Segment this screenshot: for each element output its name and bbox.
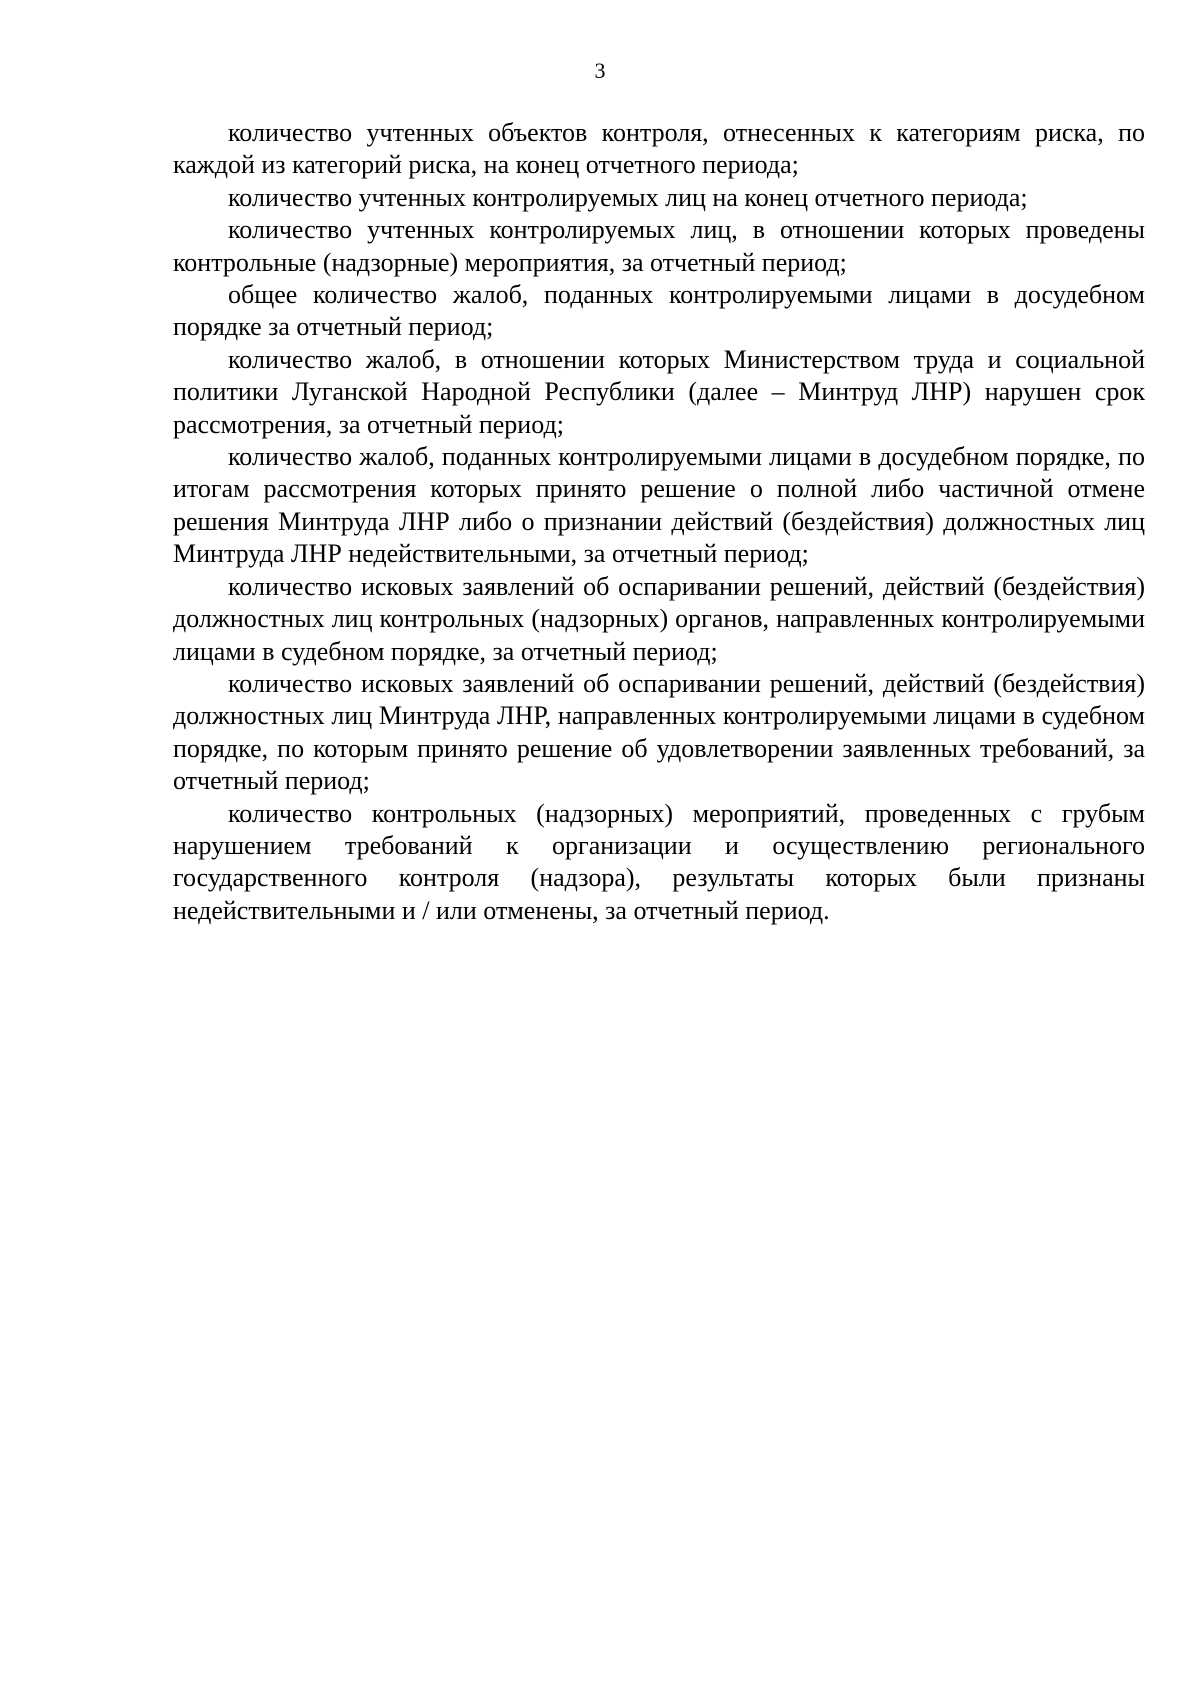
document-body — [173, 117, 1145, 927]
paragraph-8: количество исковых заявлений об оспаривании решений, действий (бездействия) должностных лиц Минтруда ЛНР, направленных контролируемыми лицами в судебном порядке, по которым принято решение об удовлетворении заявленных требований, за отчетный период; — [173, 668, 1145, 796]
paragraph-9: количество контрольных (надзорных) мероприятий, проведенных с грубым нарушением требований к организации и осуществлению регионального государственного контроля (надзора), результаты которых были признаны недействительными и / или отменены, за отчетный период. — [173, 798, 1145, 925]
paragraph-5: количество жалоб, в отношении которых Министерством труда и социальной политики Луганской Народной Республики (далее – Минтруд ЛНР) нарушен срок рассмотрения, за отчетный период; — [173, 344, 1145, 439]
paragraph-1: количество учтенных объектов контроля, отнесенных к категориям риска, по каждой из категорий риска, на конец отчетного периода; — [173, 118, 1145, 180]
paragraph-7: количество исковых заявлений об оспаривании решений, действий (бездействия) должностных лиц контрольных (надзорных) органов, направленных контролируемыми лицами в судебном порядке, за отчетный период; — [173, 571, 1145, 666]
paragraph-3: количество учтенных контролируемых лиц, в отношении которых проведены контрольные (надзорные) мероприятия, за отчетный период; — [173, 215, 1145, 277]
paragraph-6: количество жалоб, поданных контролируемыми лицами в досудебном порядке, по итогам рассмотрения которых принято решение о полной либо частичной отмене решения Минтруда ЛНР либо о признании действий (бездействия) должностных лиц Минтруда ЛНР недействительными, за отчетный период; — [173, 442, 1145, 569]
page-number: 3 — [594, 58, 606, 83]
paragraph-2: количество учтенных контролируемых лиц на конец отчетного периода; — [228, 182, 1028, 212]
paragraph-4: общее количество жалоб, поданных контролируемыми лицами в досудебном порядке за отчетный период; — [173, 280, 1145, 342]
